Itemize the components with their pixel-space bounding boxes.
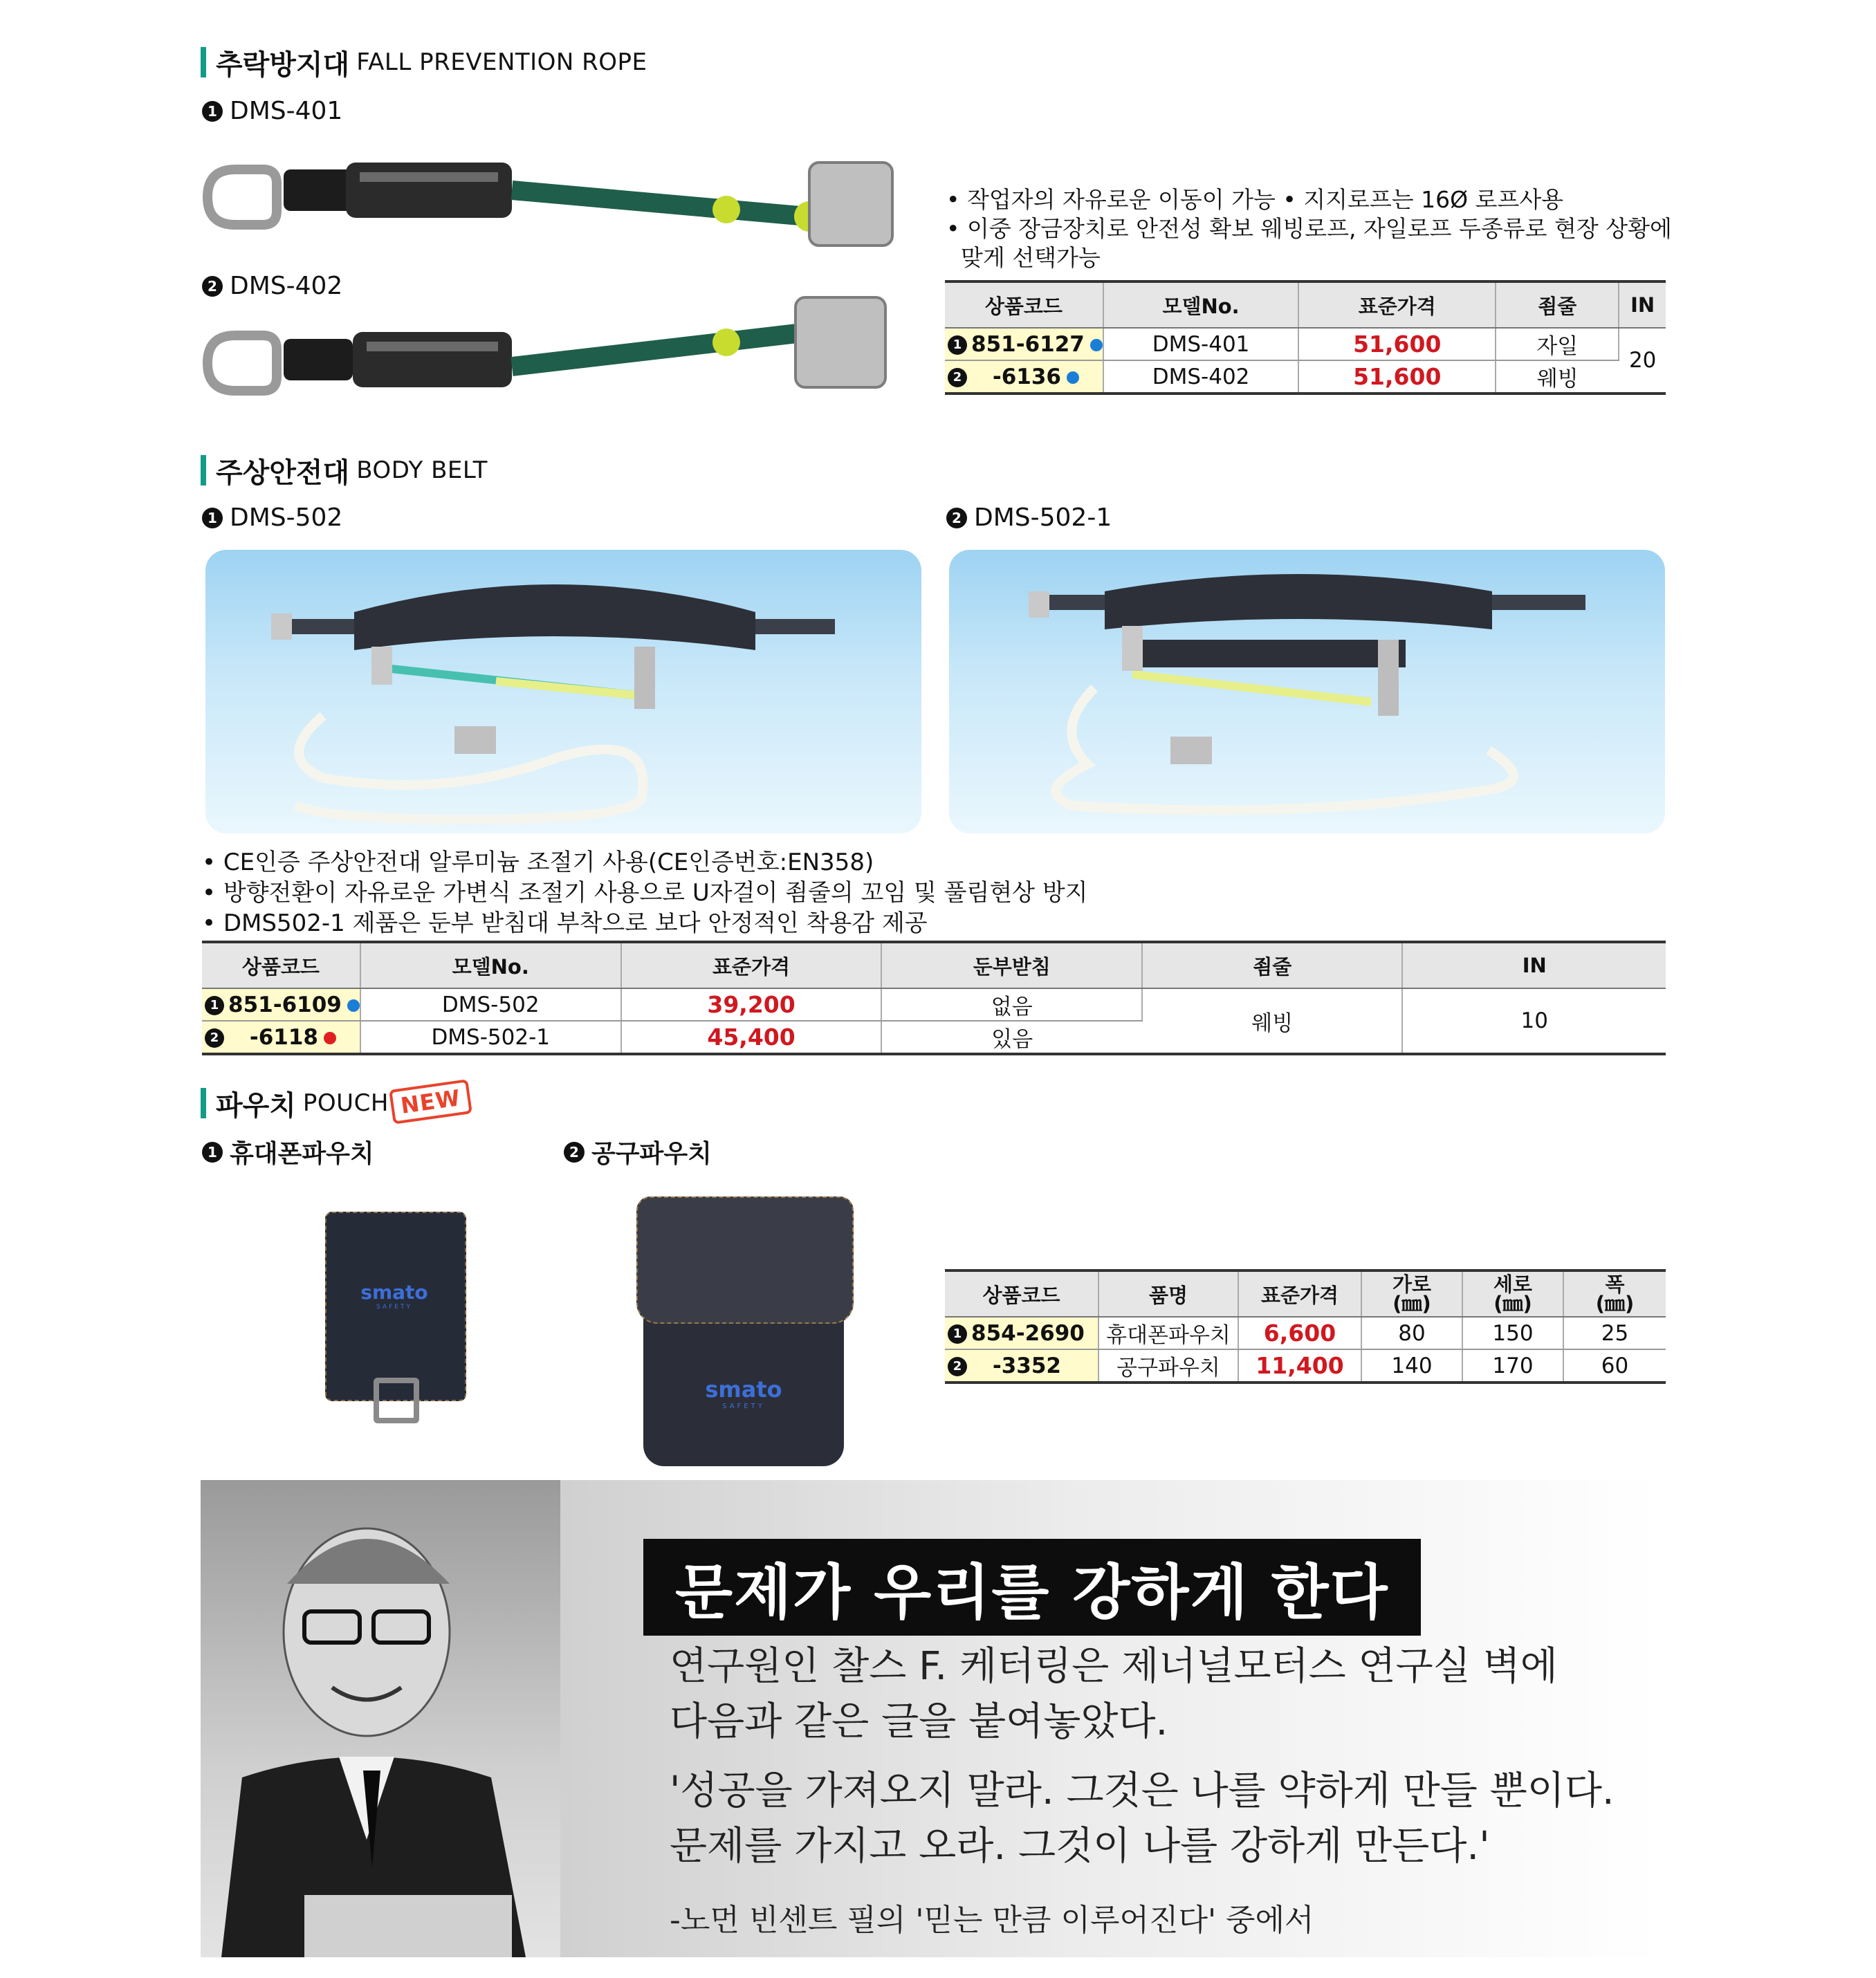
red-dot-icon (324, 1032, 336, 1044)
product-code-cell (945, 1317, 1098, 1349)
header-height (1462, 1270, 1563, 1317)
brand-subtitle: SAFETY (722, 1403, 765, 1410)
number-badge: 1 (205, 996, 224, 1015)
belt-spec-table (202, 941, 1666, 1055)
number-badge: 1 (202, 101, 223, 122)
section-bar (201, 455, 206, 486)
phone-pouch-image (325, 1212, 463, 1418)
header-name: 품명 (1098, 1270, 1238, 1317)
width-cell: 140 (1361, 1349, 1462, 1383)
product-label-dms502-1 (946, 503, 1112, 532)
table-row (945, 360, 1666, 394)
header-price: 표준가격 (1298, 281, 1496, 328)
feature-line: • 이중 장금장치로 안전성 확보 웨빙로프, 자일로프 두종류로 현장 상황에 (946, 215, 1672, 242)
model-cell: DMS-401 (1103, 328, 1298, 360)
header-price: 표준가격 (621, 942, 882, 988)
hip-support-cell: 없음 (881, 988, 1141, 1021)
pouch-spec-table (945, 1269, 1666, 1384)
in-cell: 20 (1619, 328, 1666, 394)
product-code: -6118 (249, 1024, 318, 1050)
table-header-row (945, 1270, 1666, 1317)
number-badge: 1 (202, 1142, 223, 1163)
width-cell: 80 (1361, 1317, 1462, 1349)
header-code: 상품코드 (945, 1270, 1098, 1317)
feature-line: • DMS502-1 제품은 둔부 받침대 부착으로 보다 안정적인 착용감 제공 (202, 909, 928, 937)
table-row (945, 1349, 1666, 1383)
product-name: DMS-502 (230, 503, 343, 532)
quote-headline: 문제가 우리를 강하게 한다 (643, 1539, 1421, 1636)
header-in: IN (1619, 281, 1666, 328)
blue-dot-icon (1067, 371, 1079, 384)
body-belt-image (949, 550, 1665, 833)
number-badge: 2 (948, 368, 967, 387)
header-code: 상품코드 (202, 942, 360, 988)
header-rope: 죔줄 (1142, 942, 1402, 988)
model-cell: DMS-502-1 (360, 1021, 621, 1054)
product-label-dms401 (202, 97, 342, 125)
in-cell: 10 (1402, 988, 1666, 1054)
price-cell: 45,400 (621, 1021, 882, 1054)
product-code: 851-6109 (228, 992, 342, 1017)
section-title-ko: 파우치 (216, 1089, 296, 1122)
table-row (945, 328, 1666, 360)
section-title-pouch (201, 1086, 389, 1120)
portrait-illustration (201, 1480, 560, 1957)
lanyard-image-dms401 (201, 142, 927, 256)
header-model: 모델No. (360, 942, 621, 988)
price-cell: 6,600 (1238, 1317, 1361, 1349)
header-unit: (㎜) (1493, 1292, 1532, 1315)
number-badge: 2 (946, 508, 967, 528)
header-label: 세로 (1493, 1273, 1533, 1296)
price-cell: 51,600 (1298, 360, 1496, 394)
name-cell: 휴대폰파우치 (1098, 1317, 1238, 1349)
quote-line: '성공을 가져오지 말라. 그것은 나를 약하게 만들 뿐이다. (670, 1768, 1615, 1813)
header-model: 모델No. (1103, 281, 1298, 328)
belt-feature-list (202, 847, 1088, 939)
price-cell: 51,600 (1298, 328, 1496, 360)
feature-line: • 작업자의 자유로운 이동이 가능 • 지지로프는 16Ø 로프사용 (946, 186, 1564, 213)
product-code-cell (945, 1349, 1098, 1383)
height-cell: 170 (1462, 1349, 1563, 1383)
brand-logo: smato (705, 1376, 782, 1403)
price-cell: 11,400 (1238, 1349, 1361, 1383)
header-unit: (㎜) (1392, 1292, 1431, 1315)
blue-dot-icon (347, 999, 360, 1012)
product-name: 휴대폰파우치 (230, 1140, 374, 1168)
name-cell: 공구파우치 (1098, 1349, 1238, 1383)
header-price: 표준가격 (1238, 1270, 1361, 1317)
header-width (1361, 1270, 1462, 1317)
model-cell: DMS-402 (1103, 360, 1298, 394)
quote-line: 연구원인 찰스 F. 케터링은 제너널모터스 연구실 벽에 (670, 1644, 1558, 1689)
number-badge: 2 (948, 1357, 967, 1376)
model-cell: DMS-502 (360, 988, 621, 1021)
belt-photo-dms502-1 (949, 550, 1665, 833)
feature-line: • CE인증 주상안전대 알루미늄 조절기 사용(CE인증번호:EN358) (202, 849, 874, 876)
fall-feature-list (946, 185, 1672, 272)
depth-cell: 60 (1563, 1349, 1666, 1383)
depth-cell: 25 (1563, 1317, 1666, 1349)
product-name: DMS-402 (230, 272, 343, 300)
section-title-en: POUCH (302, 1089, 389, 1117)
section-title-en: BODY BELT (356, 456, 488, 484)
rope-cell: 웨빙 (1496, 360, 1619, 394)
price-cell: 39,200 (621, 988, 882, 1021)
section-title-en: FALL PREVENTION ROPE (356, 48, 647, 76)
quote-source: -노먼 빈센트 필의 '믿는 만큼 이루어진다' 중에서 (670, 1903, 1314, 1938)
header-rope: 죔줄 (1496, 281, 1619, 328)
product-label-dms502 (202, 503, 342, 532)
fall-spec-table (945, 280, 1666, 395)
section-title-fall (201, 45, 647, 80)
section-bar (201, 47, 206, 77)
header-label: 폭 (1605, 1273, 1625, 1296)
tool-pouch-image (636, 1196, 851, 1466)
header-in: IN (1402, 942, 1666, 988)
feature-line: • 방향전환이 자유로운 가변식 조절기 사용으로 U자걸이 죔줄의 꼬임 및 풀림현상 방지 (202, 879, 1088, 907)
section-title-ko: 추락방지대 (216, 48, 350, 81)
hip-support-cell: 있음 (881, 1021, 1141, 1054)
product-code: 851-6127 (971, 331, 1085, 357)
header-hip: 둔부받침 (881, 942, 1141, 988)
header-label: 가로 (1392, 1273, 1432, 1296)
d-ring-icon (374, 1378, 419, 1423)
product-code: 854-2690 (971, 1320, 1085, 1346)
product-name: DMS-401 (230, 97, 343, 125)
quote-paragraph-2 (670, 1764, 1615, 1874)
rope-cell: 자일 (1496, 328, 1619, 360)
portrait-photo (201, 1480, 560, 1957)
table-row (202, 988, 1666, 1021)
section-title-belt (201, 453, 488, 488)
body-belt-image (205, 550, 921, 833)
number-badge: 1 (948, 335, 967, 355)
brand-logo: smato (360, 1281, 428, 1304)
brand-subtitle: SAFETY (376, 1304, 412, 1311)
table-header-row (202, 942, 1666, 988)
product-label-tool-pouch (564, 1134, 712, 1170)
header-depth (1563, 1270, 1666, 1317)
section-title-ko: 주상안전대 (216, 456, 350, 489)
product-name: 공구파우치 (591, 1140, 712, 1168)
number-badge: 2 (205, 1028, 224, 1048)
table-header-row (945, 281, 1666, 328)
header-code: 상품코드 (945, 281, 1103, 328)
quote-line: 문제를 가지고 오라. 그것이 나를 강하게 만든다.' (670, 1824, 1490, 1869)
table-row (945, 1317, 1666, 1349)
number-badge: 1 (948, 1324, 967, 1344)
new-badge: NEW (389, 1079, 472, 1125)
quote-paragraph-1 (670, 1639, 1558, 1750)
number-badge: 2 (564, 1142, 585, 1163)
product-code-cell (945, 360, 1103, 394)
belt-photo-dms502 (205, 550, 921, 833)
section-bar (201, 1088, 206, 1118)
header-unit: (㎜) (1595, 1292, 1635, 1315)
number-badge: 2 (202, 276, 223, 297)
blue-dot-icon (1090, 339, 1103, 351)
quote-line: 다음과 같은 글을 붙여놓았다. (670, 1699, 1168, 1744)
rope-cell: 웨빙 (1142, 988, 1402, 1054)
feature-line: 맞게 선택가능 (946, 244, 1101, 271)
product-label-phone-pouch (202, 1134, 374, 1170)
product-code-cell (202, 1021, 360, 1054)
product-code-cell (945, 328, 1103, 360)
lanyard-image-dms402 (201, 290, 899, 401)
product-code-cell (202, 988, 360, 1021)
product-code: -3352 (992, 1353, 1061, 1378)
number-badge: 1 (202, 508, 223, 528)
height-cell: 150 (1462, 1317, 1563, 1349)
product-name: DMS-502-1 (974, 503, 1112, 532)
product-code: -6136 (992, 364, 1061, 389)
